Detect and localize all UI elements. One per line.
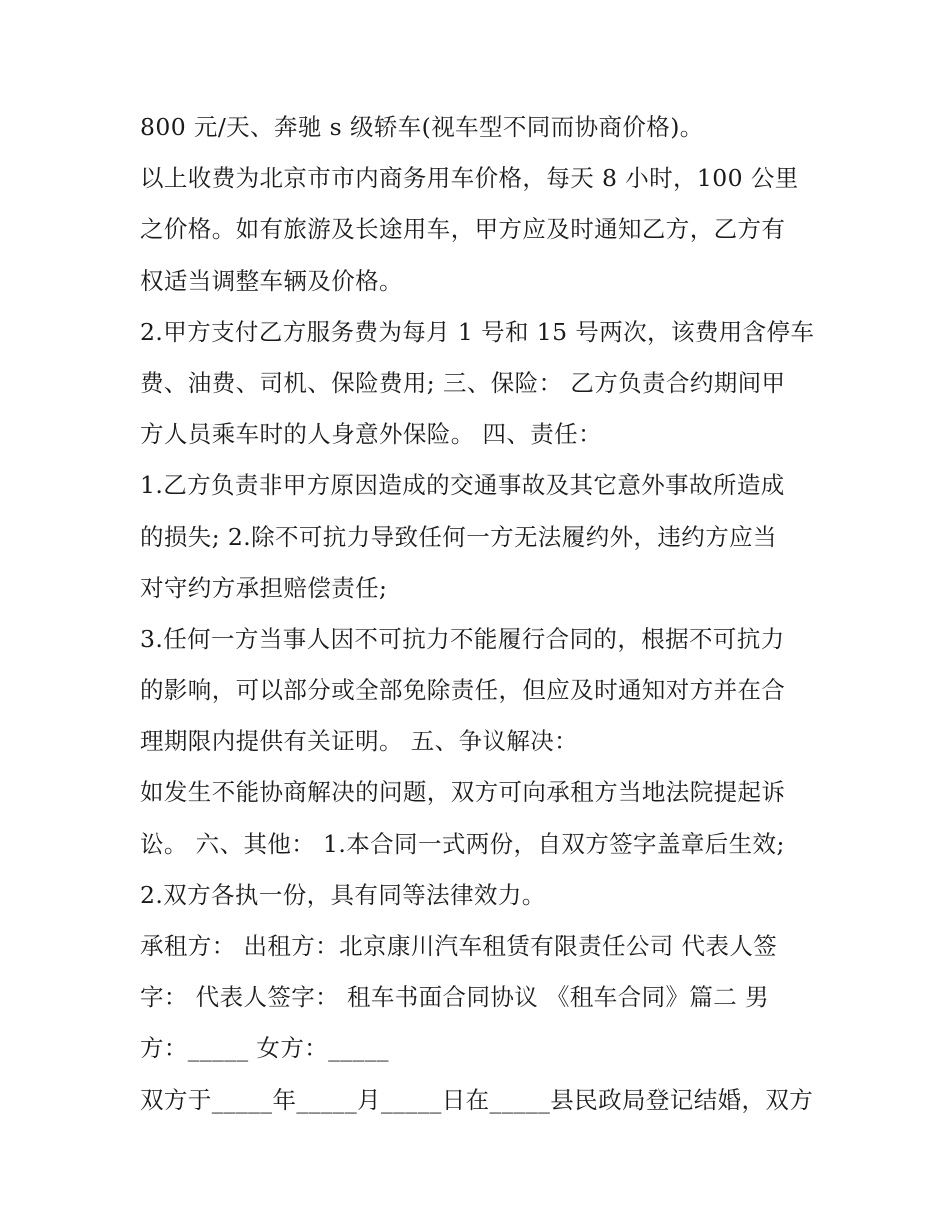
text-line: 对守约方承担赔偿责任; xyxy=(140,573,388,602)
text-line: 承租方： 出租方：北京康川汽车租赁有限责任公司 代表人签 xyxy=(140,932,778,960)
text-line: 方：_____ 女方：_____ xyxy=(140,1034,389,1063)
text-line: 2.双方各执一份，具有同等法律效力。 xyxy=(140,880,546,909)
text-line: 理期限内提供有关证明。 五、争议解决： xyxy=(140,727,579,756)
text-line: 800 元/天、奔驰 s 级轿车(视车型不同而协商价格)。 xyxy=(140,113,704,141)
text-line: 3.任何一方当事人因不可抗力不能履行合同的，根据不可抗力 xyxy=(140,624,785,653)
text-line: 权适当调整车辆及价格。 xyxy=(140,266,403,295)
text-line: 的损失; 2.除不可抗力导致任何一方无法履约外，违约方应当 xyxy=(140,522,777,551)
text-line: 2.甲方支付乙方服务费为每月 1 号和 15 号两次，该费用含停车 xyxy=(140,317,815,346)
text-line: 讼。 六、其他： 1.本合同一式两份，自双方签字盖章后生效; xyxy=(140,829,785,858)
text-line: 之价格。如有旅游及长途用车，甲方应及时通知乙方，乙方有 xyxy=(140,215,786,244)
text-line: 费、油费、司机、保险费用; 三、保险： 乙方负责合约期间甲 xyxy=(140,368,786,397)
text-line: 双方于_____年_____月_____日在_____县民政局登记结婚，双方 xyxy=(140,1085,814,1114)
text-line: 如发生不能协商解决的问题，双方可向承租方当地法院提起诉 xyxy=(140,778,786,807)
text-line: 以上收费为北京市市内商务用车价格，每天 8 小时，100 公里 xyxy=(140,164,799,193)
text-line: 的影响，可以部分或全部免除责任，但应及时通知对方并在合 xyxy=(140,676,786,705)
text-line: 方人员乘车时的人身意外保险。 四、责任： xyxy=(140,420,602,449)
text-line: 字： 代表人签字： 租车书面合同协议 《租车合同》篇二 男 xyxy=(140,983,769,1012)
text-line: 1.乙方负责非甲方原因造成的交通事故及其它意外事故所造成 xyxy=(140,471,785,500)
document-page xyxy=(140,102,830,1126)
